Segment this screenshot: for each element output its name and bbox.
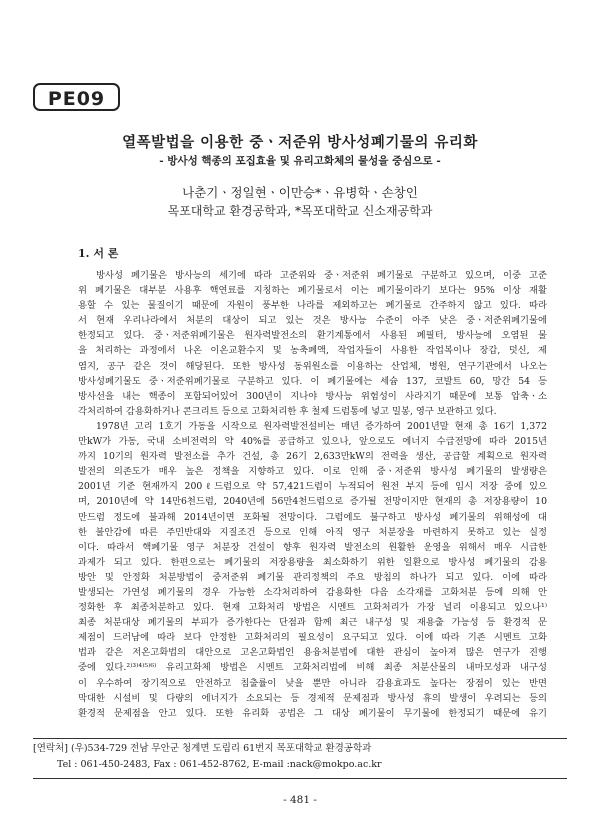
section-heading: 1. 서 론 (78, 247, 119, 260)
body-line: 한 불안감에 따른 주민반대와 지질조건 등으로 인해 아직 영구 처분장을 마련하지 못하고 있는 실정 (78, 526, 547, 538)
paper-id-tag: PE09 (33, 83, 120, 111)
body-line: 위 폐기물은 대부분 사용후 핵연료를 지칭하는 폐기물로서 이는 폐기물이라기 보다는 95% 이상 재활 (78, 285, 547, 297)
body-line: 용할 수 있는 물질이기 때문에 자원이 풍부한 나라를 제외하고는 폐기물로 간주하지 않고 있다. 따라 (78, 300, 547, 312)
body-line: 이다. 따라서 핵폐기물 영구 처분장 건설이 향후 원자력 발전소의 원활한 운영을 위해서 매우 시급한 (78, 541, 547, 553)
body-line: 서 현재 우리나라에서 처분의 대상이 되고 있는 것은 방사능 수준이 아주 낮은 중ㆍ저준위폐기물에 (78, 315, 547, 327)
footer-rule-top (33, 738, 567, 739)
paper-subtitle: - 방사성 핵종의 포집효율 및 유리고화체의 물성을 중심으로 - (159, 155, 441, 167)
body-line: 최종 처분대상 폐기물의 부피가 증가한다는 단점과 함께 최근 내구성 및 재용출 가능성 등 환경적 문 (78, 617, 547, 629)
footer-rule-bottom (33, 778, 567, 779)
body-line: 까지 10기의 원자력 발전소를 추가 건설, 총 26기 2,633만kW의 전력을 생산, 공급할 계획으로 원자력 (78, 451, 547, 463)
body-line: 2001년 기준 현재까지 200ℓ드럼으로 약 57,421드럼이 누적되어 원전 부지 등에 임시 저장 중에 있으 (78, 481, 547, 493)
body-line: 방안 및 안정화 처분방법이 중저준위 폐기물 관리정책의 주요 방침의 하나가 되고 있다. 이에 따라 (78, 571, 547, 583)
body-line: 며, 2010년에 약 14만6천드럼, 2040년에 56만4천드럼으로 증가될 전망이지만 현재의 총 저장용량이 10 (78, 496, 547, 508)
body-line: 막대한 시설비 및 다량의 에너지가 소요되는 등 경제적 문제점과 방사성 휴의 발생이 우려되는 등의 (78, 692, 547, 704)
body-line: 방사성 폐기물은 방사능의 세기에 따라 고준위와 중ㆍ저준위 폐기물로 구분하고 있으며, 이중 고준 (96, 270, 547, 281)
body-line: 제점이 드러남에 따라 보다 안정한 고화처리의 필요성이 요구되고 있다. 이에 따라 기존 시멘트 고화 (78, 632, 547, 644)
body-line: 한정되고 있다. 중ㆍ저준위폐기물은 원자력발전소의 환기계통에서 사용된 폐필터, 방사능에 오염된 물 (78, 330, 547, 342)
affiliation: 목포대학교 환경공학과, *목포대학교 신소재공학과 (167, 204, 433, 218)
contact-address: [연락처] (우)534-729 전남 무안군 청계면 도림리 61번지 목포대학교 환경공학과 (33, 743, 372, 754)
body-line: 만드럼 정도에 불과해 2014년이면 포화될 전망이다. 그럼에도 불구하고 방사성 폐기물의 위해성에 대 (78, 511, 547, 523)
body-line: 중에 있다.²⁾³⁾⁴⁾⁵⁾⁶⁾ 유리고화체 방법은 시멘트 고화처리법에 비해 최종 처분산물의 내마모성과 내구성 (78, 662, 547, 674)
body-line: 방사성폐기물도 중ㆍ저준위폐기물로 구분하고 있다. 이 폐기물에는 세슘 137, 코발트 60, 망간 54 등 (78, 375, 547, 387)
body-line: 환경적 문제점을 안고 있다. 또한 유리화 공법은 그 대상 폐기물이 무기물에 한정되기 때문에 유기 (78, 707, 547, 719)
body-line: 만kW가 가동, 국내 소비전력의 약 40%를 공급하고 있으나, 앞으로도 에너지 수급전망에 따라 2015년 (78, 436, 547, 448)
body-line: 1978년 고리 1호기 가동을 시작으로 원자력발전설비는 매년 증가하여 2001년말 현재 총 16기 1,372 (96, 420, 547, 432)
body-line: 이 우수하여 장기적으로 안전하고 침출률이 낮을 뿐만 아니라 감용효과도 높다는 장점이 있는 반면 (78, 677, 547, 689)
body-line: 각처리하여 감용화하거나 콘크리트 등으로 고화처리한 후 철제 드럼통에 넣고 밀봉, 영구 보관하고 있다. (78, 405, 497, 417)
page-number: - 481 - (283, 794, 317, 806)
contact-block (33, 741, 382, 773)
contact-phone-email: Tel : 061-450-2483, Fax : 061-452-8762, E-mail :nack@mokpo.ac.kr (57, 759, 382, 770)
body-line: 발전의 의존도가 매우 높은 정책을 지향하고 있다. 이로 인해 중ㆍ저준위 방사성 폐기물의 발생량은 (78, 466, 547, 478)
body-line: 법과 같은 저온고화법의 대안으로 고온고화법인 용융처분법에 대한 관심이 높아져 많은 연구가 진행 (78, 647, 547, 659)
body-line: 방사선을 내는 핵종이 포함되어있어 300년이 지나야 방사능 위험성이 사라지기 때문에 보통 압축ㆍ소 (78, 390, 547, 402)
body-line: 과제가 되고 있다. 한편으로는 폐기물의 저장용량을 최소화하기 위한 일환으로 방사성 폐기물의 감용 (78, 556, 547, 568)
paper-title: 열폭발법을 이용한 중ㆍ저준위 방사성폐기물의 유리화 (122, 134, 478, 151)
body-line: 정화한 후 최종처분하고 있다. 현재 고화처리 방법은 시멘트 고화처리가 가장 널리 이용되고 있으나¹⁾ (78, 602, 547, 614)
body-text (78, 268, 547, 721)
body-line: 을 처리하는 과정에서 나온 이온교환수지 및 농축폐액, 작업자들이 사용한 작업복이나 장갑, 덧신, 제 (78, 345, 547, 357)
author-list: 나춘기ㆍ정일현ㆍ이만승*ㆍ유병학ㆍ손창인 (182, 185, 418, 200)
body-line: 발생되는 가연성 폐기물의 경우 가능한 소각처리하여 감용화한 다음 소각재를 고화처분 등에 의해 안 (78, 586, 547, 598)
body-line: 염지, 공구 같은 것이 해당된다. 또한 방사성 동위원소를 이용하는 산업체, 병원, 연구기관에서 나오는 (78, 360, 547, 372)
